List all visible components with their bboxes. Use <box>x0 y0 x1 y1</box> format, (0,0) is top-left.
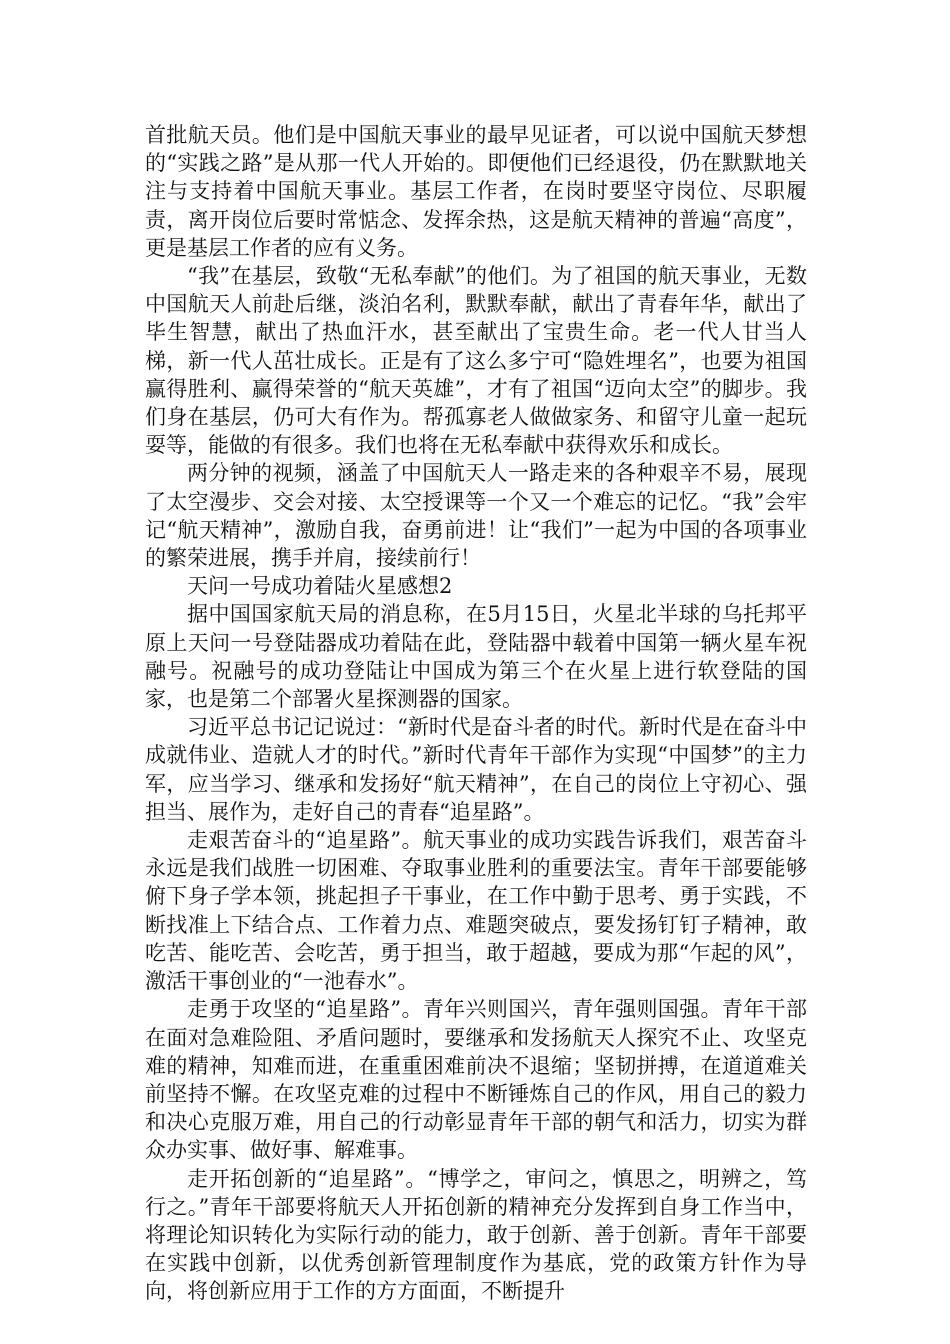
paragraph: 据中国国家航天局的消息称，在5月15日，火星北半球的乌托邦平原上天问一号登陆器成功着陆在此，登陆器中载着中国第一辆火星车祝融号。祝融号的成功登陆让中国成为第三个在火星上进行软登陆的国家，也是第二个部署火星探测器的国家。 <box>145 602 807 712</box>
section-heading: 天问一号成功着陆火星感想2 <box>187 574 453 599</box>
paragraph: 走开拓创新的“追星路”。“博学之，审问之，慎思之，明辨之，笃行之。”青年干部要将航天人开拓创新的精神充分发挥到自身工作当中，将理论知识转化为实际行动的能力，敢于创新、善于创新。青年干部要在实践中创新，以优秀创新管理制度作为基底，党的政策方针作为导向，将创新应用于工作的方方面面，不断提升 <box>145 1166 807 1304</box>
paragraph: 首批航天员。他们是中国航天事业的最早见证者，可以说中国航天梦想的“实践之路”是从那一代人开始的。即便他们已经退役，仍在默默地关注与支持着中国航天事业。基层工作者，在岗时要坚守岗位、尽职履责，离开岗位后要时常惦念、发挥余热，这是航天精神的普遍“高度”，更是基层工作者的应有义务。 <box>145 123 807 260</box>
paragraph: 习近平总书记记说过：“新时代是奋斗者的时代。新时代是在奋斗中成就伟业、造就人才的时代。”新时代青年干部作为实现“中国梦”的主力军，应当学习、继承和发扬好“航天精神”，在自己的岗位上守初心、强担当、展作为，走好自己的青春“追星路”。 <box>145 715 807 824</box>
paragraph: 两分钟的视频，涵盖了中国航天人一路走来的各种艰辛不易，展现了太空漫步、交会对接、太空授课等一个又一个难忘的记忆。“我”会牢记“航天精神”，激励自我，奋勇前进！让“我们”一起为中国的各项事业的繁荣进展，携手并肩，接续前行！ <box>145 461 807 571</box>
paragraph: “我”在基层，致敬“无私奉献”的他们。为了祖国的航天事业，无数中国航天人前赴后继，淡泊名利，默默奉献，献出了青春年华，献出了毕生智慧，献出了热血汗水，甚至献出了宝贵生命。老一代人甘当人梯，新一代人茁壮成长。正是有了这么多宁可“隐姓埋名”，也要为祖国赢得胜利、赢得荣誉的“航天英雄”，才有了祖国“迈向太空”的脚步。我们身在基层，仍可大有作为。帮孤寡老人做做家务、和留守儿童一起玩耍等，能做的有很多。我们也将在无私奉献中获得欢乐和成长。 <box>145 264 807 458</box>
document-body <box>145 121 807 1306</box>
paragraph: 走勇于攻坚的“追星路”。青年兴则国兴，青年强则国强。青年干部在面对急难险阻、矛盾问题时，要继承和发扬航天人探究不止、攻坚克难的精神，知难而进，在重重困难前决不退缩；坚韧拼搏，在道道难关前坚持不懈。在攻坚克难的过程中不断锤炼自己的作风，用自己的毅力和决心克服万难，用自己的行动彰显青年干部的朝气和活力，切实为群众办实事、做好事、解难事。 <box>145 997 807 1163</box>
paragraph: 走艰苦奋斗的“追星路”。航天事业的成功实践告诉我们，艰苦奋斗永远是我们战胜一切困难、夺取事业胜利的重要法宝。青年干部要能够俯下身子学本领，挑起担子干事业，在工作中勤于思考、勇于实践，不断找准上下结合点、工作着力点、难题突破点，要发扬钉钉子精神，敢吃苦、能吃苦、会吃苦，勇于担当，敢于超越，要成为那“乍起的风”，激活干事创业的“一池春水”。 <box>145 828 807 994</box>
